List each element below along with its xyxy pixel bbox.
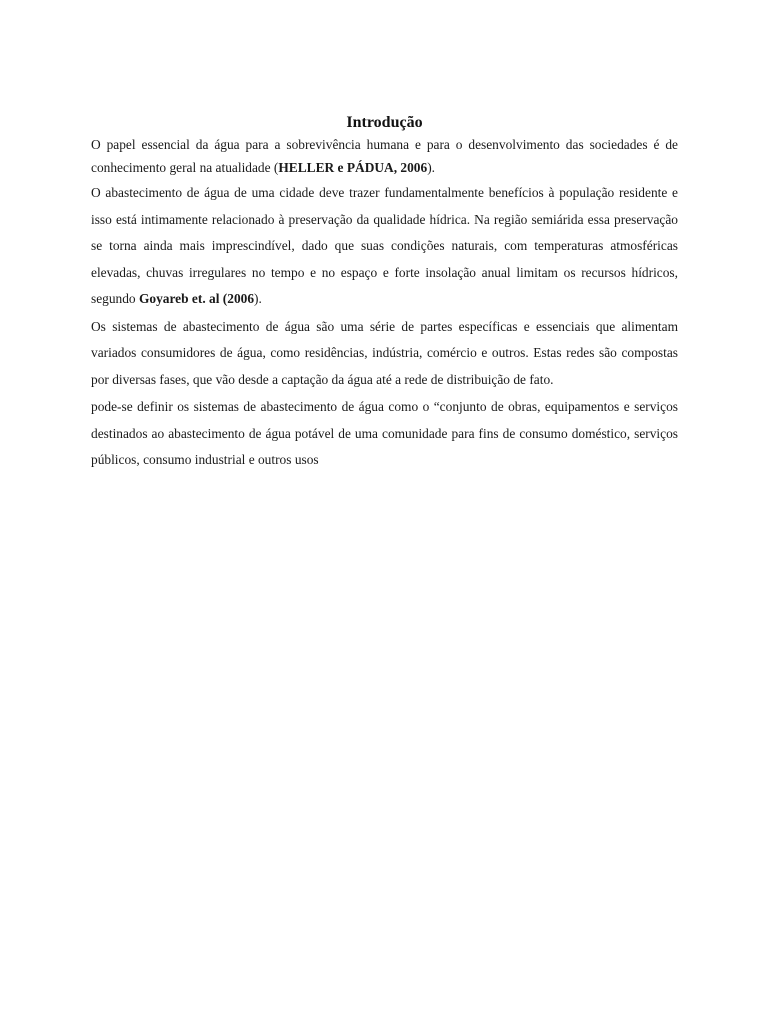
paragraph-1-text-before: O papel essencial da água para a sobrevivência humana e para o desenvolvimento das sociedades é de conhecimento geral na atualidade ( xyxy=(91,137,678,175)
paragraph-2-citation: Goyareb et. al (2006 xyxy=(138,291,255,306)
paragraph-1-text-after: ). xyxy=(427,160,435,175)
paragraph-2-text-after: ). xyxy=(254,291,262,306)
paragraph-2 xyxy=(91,180,678,313)
document-page xyxy=(91,113,678,474)
document-title: Introdução xyxy=(346,114,423,131)
paragraph-1-citation: HELLER e PÁDUA, 2006 xyxy=(278,160,428,175)
paragraph-4: pode-se definir os sistemas de abastecimento de água como o “conjunto de obras, equipamentos e serviços destinados ao abastecimento de água potável de uma comunidade para fins de consumo doméstico, serviços públicos, consumo industrial e outros usos xyxy=(91,399,678,467)
paragraph-2-text-before: O abastecimento de água de uma cidade deve trazer fundamentalmente benefícios à população residente e isso está intimamente relacionado à preservação da qualidade hídrica. Na região semiárida essa preservação se torna ainda mais imprescindível, dado que suas condições naturais, com temperaturas atmosféricas elevadas, chuvas irregulares no tempo e no espaço e forte insolação anual limitam os recursos hídricos, segundo xyxy=(91,185,678,306)
paragraph-3: Os sistemas de abastecimento de água são uma série de partes específicas e essenciais que alimentam variados consumidores de água, como residências, indústria, comércio e outros. Estas redes são compostas por diversas fases, que vão desde a captação da água até a rede de distribuição de fato. xyxy=(91,318,678,387)
paragraph-1 xyxy=(91,133,678,179)
